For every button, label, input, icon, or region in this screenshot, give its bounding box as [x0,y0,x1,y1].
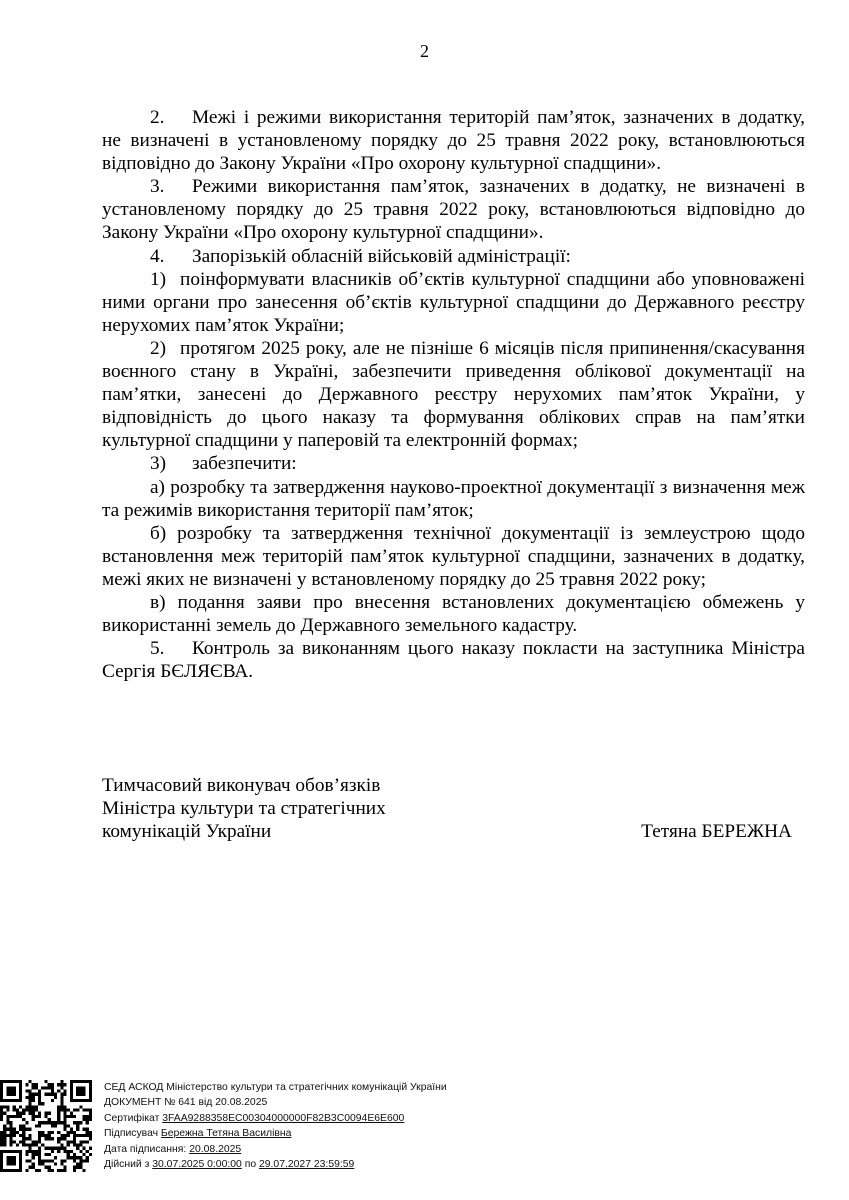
stamp-organization: Міністерство культури та стратегічних комунікацій України [166,1082,447,1093]
subitem-3c [102,591,805,637]
paragraph-3 [102,175,805,244]
paragraph-number: 2. [150,107,165,128]
subitem-text: б) розробку та затвердження технічної документації із землеустрою щодо встановлення меж територій пам’яток культурної спадщини, зазначених в додатку, межі яких не визначені у встановленому порядку до 25 травня 2022 року; [102,522,805,590]
subitem-3b [102,522,805,591]
paragraph-number: 3. [150,176,165,198]
signer-position-line: Тимчасовий виконувач обов’язків [102,775,381,796]
paragraph-text: Запорізькій обласній військовій адміністрації: [192,245,571,267]
signer-position-line: Міністра культури та стратегічних [102,798,386,820]
stamp-document-line: ДОКУМЕНТ № 641 від 20.08.2025 [104,1097,268,1109]
subitem-3a [102,476,805,522]
stamp-validity-line [104,1157,447,1172]
valid-to-label: по [244,1159,257,1171]
stamp-signer-line [104,1126,447,1141]
subitem-3 [102,452,805,475]
signature-block [102,774,792,843]
subitem-text: а) розробку та затвердження науково-проектної документації з визначення меж та режимів використання території пам’яток; [102,476,805,521]
subitem-text: поінформувати власників об’єктів культурної спадщини або уповноважені ними органи про занесення об’єктів культурної спадщини до Державного реєстру нерухомих пам’яток України; [102,268,805,336]
subitem-2 [102,337,805,452]
stamp-certificate-line [104,1111,447,1126]
electronic-signature-stamp [0,1076,849,1186]
subitem-text: протягом 2025 року, але не пізніше 6 місяців після припинення/скасування воєнного стану в Україні, забезпечити приведення облікової документації на пам’ятки, занесені до Державного реєстру нерухомих пам’яток України, у відповідність до цього наказу та формування облікових справ на пам’ятки культурної спадщини у паперовій та електронній формах; [102,337,805,452]
valid-from-label: Дійсний з [104,1159,150,1171]
paragraph-4 [102,245,805,268]
subitem-number: 1) [150,268,167,290]
paragraph-2 [102,106,805,175]
subitem-text: забезпечити: [192,453,297,475]
certificate-value: 3FAA9288358EC00304000000F82B3C0094E6E600 [162,1112,405,1124]
paragraph-text: Контроль за виконанням цього наказу покласти на заступника Міністра Сергія БЄЛЯЄВА. [102,638,805,683]
subitem-1 [102,268,805,337]
document-body [102,106,805,683]
subitem-number: 3) [150,453,167,475]
valid-from-value: 30.07.2025 0:00:00 [152,1159,242,1171]
signed-date-value: 20.08.2025 [189,1143,242,1155]
stamp-system-line [104,1080,447,1095]
qr-code-icon [0,1080,92,1172]
signed-date-label: Дата підписання: [104,1143,187,1155]
signer-label: Підписувач [104,1128,159,1140]
paragraph-number: 4. [150,245,165,267]
paragraph-text: Режими використання пам’яток, зазначених в додатку, не визначені в установленому порядку до 25 травня 2022 року, встановлюються відповідно до Закону України «Про охорону культурної спадщини». [102,176,805,244]
paragraph-text: Межі і режими використання територій пам’яток, зазначених в додатку, не визначені в установленому порядку до 25 травня 2022 року, встановлюються відповідно до Закону України «Про охорону культурної спадщини». [102,107,805,175]
paragraph-number: 5. [150,638,165,660]
paragraph-5 [102,637,805,683]
signer-name: Тетяна БЕРЕЖНА [641,821,792,843]
subitem-text: в) подання заяви про внесення встановлених документацією обмежень у використанні земель до Державного земельного кадастру. [102,591,805,637]
subitem-number: 2) [150,337,167,359]
signature-details [104,1080,447,1172]
valid-to-value: 29.07.2027 23:59:59 [258,1159,355,1171]
stamp-date-line [104,1142,447,1157]
stamp-system-label: СЕД АСКОД [104,1082,164,1093]
certificate-label: Сертифікат [104,1112,160,1124]
page-number: 2 [420,41,429,61]
signer-value: Бережна Тетяна Василівна [160,1128,292,1140]
signer-position-line: комунікацій України [102,821,272,843]
